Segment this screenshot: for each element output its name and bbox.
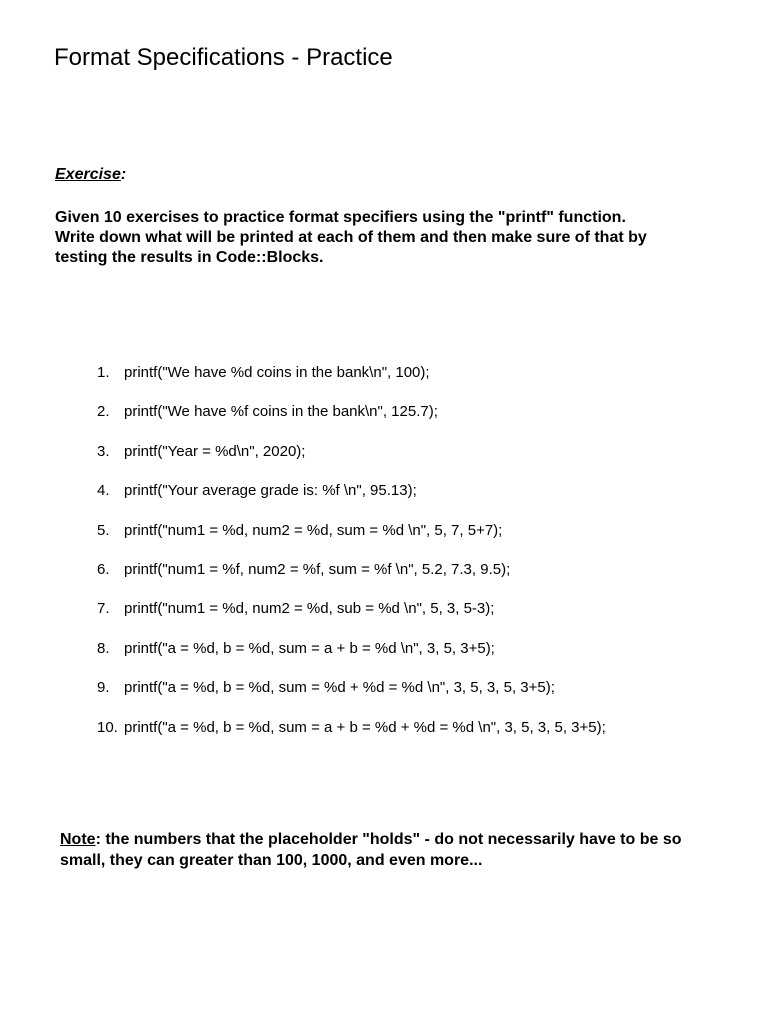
- exercise-number: 5.: [97, 521, 110, 539]
- exercise-item: [0, 561, 768, 600]
- note-line: [60, 829, 750, 850]
- exercise-item: [0, 640, 768, 679]
- exercise-code: printf("We have %d coins in the bank\n", 100);: [124, 364, 430, 381]
- exercise-item: [0, 482, 768, 521]
- exercise-instructions: [55, 208, 735, 268]
- note-label: Note: [60, 831, 96, 848]
- exercise-item: [0, 679, 768, 718]
- exercise-code: printf("Year = %d\n", 2020);: [124, 442, 306, 460]
- exercise-heading-label: Exercise: [55, 166, 121, 183]
- exercise-item: [0, 443, 768, 482]
- exercise-code: printf("We have %f coins in the bank\n", 125.7);: [124, 403, 438, 421]
- exercise-number: 3.: [97, 442, 110, 460]
- exercise-code: printf("num1 = %d, num2 = %d, sum = %d \n", 5, 7, 5+7);: [124, 521, 503, 539]
- exercise-code: printf("Your average grade is: %f \n", 95.13);: [124, 482, 417, 500]
- exercise-heading: [55, 166, 126, 184]
- exercise-number: 9.: [97, 679, 110, 697]
- exercise-number: 4.: [97, 482, 110, 500]
- exercise-number: 6.: [97, 560, 110, 578]
- exercise-number: 10.: [97, 718, 118, 736]
- instruction-line: Given 10 exercises to practice format specifiers using the "printf" function.: [55, 209, 626, 226]
- exercise-code: printf("a = %d, b = %d, sum = a + b = %d \n", 3, 5, 3+5);: [124, 639, 495, 657]
- note-text: : the numbers that the placeholder "holds" - do not necessarily have to be so: [95, 831, 682, 848]
- note-line: small, they can greater than 100, 1000, and even more...: [60, 852, 483, 869]
- exercise-number: 8.: [97, 639, 110, 657]
- exercise-item: [0, 403, 768, 442]
- instruction-line: Write down what will be printed at each of them and then make sure of that by: [55, 229, 647, 246]
- exercise-code: printf("a = %d, b = %d, sum = a + b = %d + %d = %d \n", 3, 5, 3, 5, 3+5);: [124, 718, 606, 736]
- exercise-code: printf("a = %d, b = %d, sum = %d + %d = %d \n", 3, 5, 3, 5, 3+5);: [124, 679, 555, 697]
- exercise-number: 1.: [97, 364, 110, 381]
- exercise-heading-colon: :: [120, 166, 127, 183]
- exercise-number: 2.: [97, 403, 110, 421]
- exercise-code: printf("num1 = %d, num2 = %d, sub = %d \n", 5, 3, 5-3);: [124, 600, 495, 618]
- exercise-item: [0, 600, 768, 639]
- exercise-item: [0, 364, 768, 403]
- page-title: Format Specifications - Practice: [54, 44, 393, 71]
- exercise-code: printf("num1 = %f, num2 = %f, sum = %f \n", 5.2, 7.3, 9.5);: [124, 560, 511, 578]
- exercise-list: [0, 364, 768, 758]
- exercise-item: [0, 522, 768, 561]
- exercise-number: 7.: [97, 600, 110, 618]
- instruction-line: testing the results in Code::Blocks.: [55, 249, 324, 266]
- exercise-item: [0, 719, 768, 758]
- note-paragraph: [60, 829, 750, 871]
